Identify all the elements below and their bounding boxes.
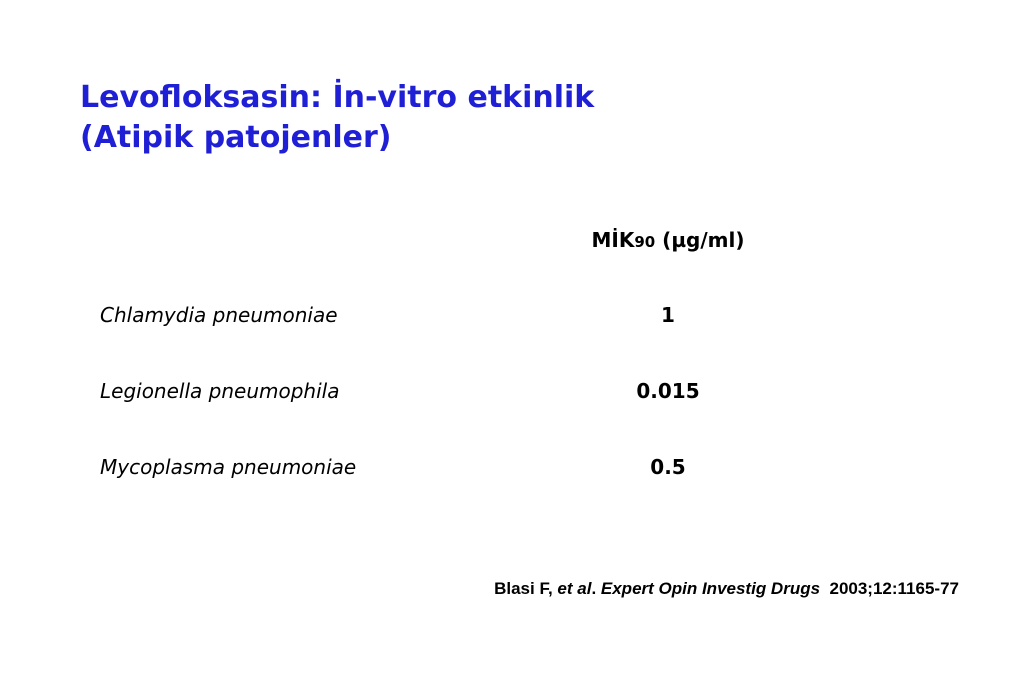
organism-label: Legionella pneumophila — [100, 379, 340, 403]
slide-title-line-2: (Atipik patojenler) — [80, 120, 392, 155]
citation-details: 2003;12:1165-77 — [820, 579, 959, 598]
mic-header-unit: (µg/ml) — [655, 228, 745, 252]
citation-dot: . — [591, 579, 601, 598]
organism-label: Chlamydia pneumoniae — [100, 303, 338, 327]
slide-title — [80, 78, 594, 158]
citation-author: Blasi F, — [494, 579, 558, 598]
mic90-value: 0.015 — [636, 379, 700, 403]
citation-etal: et al — [557, 579, 592, 598]
slide-title-line-1: Levofloksasin: İn-vitro etkinlik — [80, 80, 595, 115]
mic90-value: 0.5 — [650, 455, 686, 479]
mic-header-subscript: 90 — [634, 233, 656, 251]
mic-header-label: MİK — [591, 228, 635, 252]
mic90-value: 1 — [661, 303, 675, 327]
citation-journal: Expert Opin Investig Drugs — [600, 579, 821, 598]
citation — [494, 578, 959, 600]
mic90-column-header — [520, 226, 816, 256]
organism-label: Mycoplasma pneumoniae — [100, 455, 357, 479]
